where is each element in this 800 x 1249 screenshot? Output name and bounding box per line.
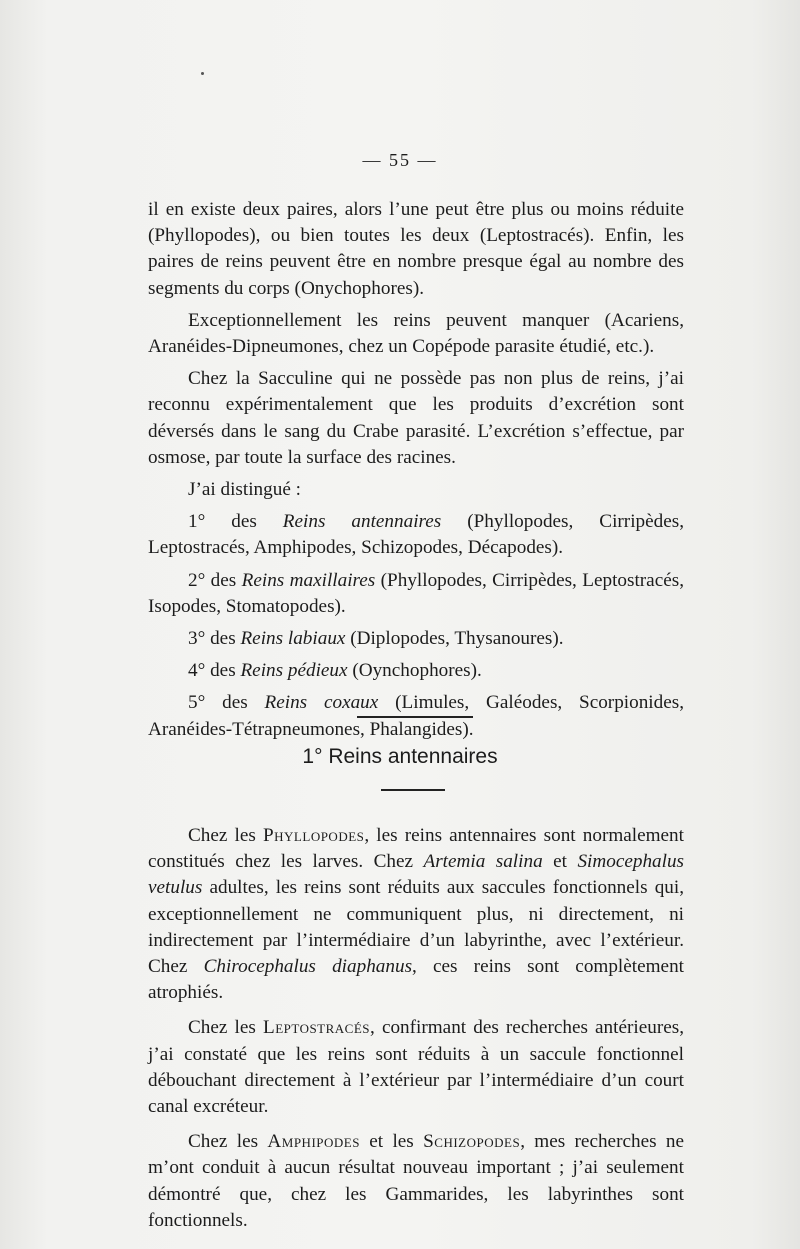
leptostraces-paragraph: Chez les Leptostracés, confirmant des recherches antérieures, j’ai constaté que les reins sont réduits à un saccule fonctionnel débouchant directement à l’extérieur par l’intermédiaire d’un court canal excréteur. bbox=[148, 1017, 684, 1118]
amphipodes-paragraph: Chez les Amphipodes et les Schizopodes, mes recherches ne m’ont conduit à aucun résultat nouveau important ; j’ai seulement démontré que, chez les Gammarides, les labyrinthes sont fonctionnels. bbox=[148, 1131, 684, 1231]
intro-paragraph-3: Chez la Sacculine qui ne possède pas non plus de reins, j’ai reconnu expérimentalement que les produits d’excrétion sont déversés dans le sang du Crabe parasité. L’excrétion s’effectue, par osmose, par toute la surface des racines. bbox=[148, 368, 684, 468]
kidney-type-item: 4° des Reins pédieux (Oynchophores). bbox=[188, 660, 482, 682]
intro-section bbox=[148, 197, 684, 749]
species-name: Chirocephalus diaphanus bbox=[203, 956, 413, 978]
intro-paragraph-2: Exceptionnellement les reins peuvent manquer (Acariens, Aranéides-Dipneumones, chez un Copépode parasite étudié, etc.). bbox=[148, 309, 684, 358]
species-name: Simocephalus vetulus bbox=[148, 851, 685, 899]
kidney-type-name: Reins pédieux bbox=[240, 660, 348, 682]
kidney-type-item: 5° des Reins coxaux (Limules, Galéodes, Scorpionides, Aranéides-Tétrapneumones, Phalangides). bbox=[148, 692, 685, 740]
kidney-type-name: Reins labiaux bbox=[240, 628, 346, 650]
page-number: — 55 — bbox=[362, 150, 438, 170]
kidney-type-name: Reins coxaux bbox=[264, 692, 379, 714]
species-name: Artemia salina bbox=[423, 851, 543, 873]
phyllopodes-paragraph: Chez les Phyllopodes, les reins antennaires sont normalement constitués chez les larves. Chez Artemia salina et Simocephalus vetulus adultes, les reins sont réduits aux saccules fonctionnels qui, exceptionnellement ne communiquent plus, ni directement, ni indirectement par l’intermédiaire d’un labyrinthe, avec l’extérieur. Chez Chirocephalus diaphanus, ces reins sont complètement atrophiés. bbox=[148, 825, 685, 1004]
intro-paragraph-1: il en existe deux paires, alors l’une peut être plus ou moins réduite (Phyllopodes), ou bien toutes les deux (Leptostracés). Enfin, les paires de reins peuvent être en nombre presque égal au nombre des segments du corps (Onychophores). bbox=[148, 199, 684, 299]
section-rule-top bbox=[357, 716, 473, 718]
paper-speck bbox=[201, 72, 204, 75]
section-rule-bottom bbox=[381, 789, 445, 791]
section-heading: 1° Reins antennaires bbox=[302, 745, 498, 768]
kidney-type-item: 2° des Reins maxillaires (Phyllopodes, Cirripèdes, Leptostracés, Isopodes, Stomatopodes). bbox=[148, 569, 684, 617]
kidney-type-item: 3° des Reins labiaux (Diplopodes, Thysanoures). bbox=[188, 628, 564, 650]
taxon-name: Amphipodes bbox=[267, 1131, 360, 1153]
antennal-kidneys-section bbox=[148, 823, 684, 1243]
kidney-type-item: 1° des Reins antennaires (Phyllopodes, Cirripèdes, Leptostracés, Amphipodes, Schizopodes, Décapodes). bbox=[148, 511, 685, 559]
taxon-name: Leptostracés bbox=[262, 1017, 371, 1039]
kidney-type-name: Reins maxillaires bbox=[241, 569, 376, 591]
intro-paragraph-4: J’ai distingué : bbox=[188, 479, 301, 501]
taxon-name: Schizopodes bbox=[423, 1131, 521, 1153]
kidney-type-name: Reins antennaires bbox=[282, 511, 442, 533]
taxon-name: Phyllopodes bbox=[262, 825, 365, 846]
